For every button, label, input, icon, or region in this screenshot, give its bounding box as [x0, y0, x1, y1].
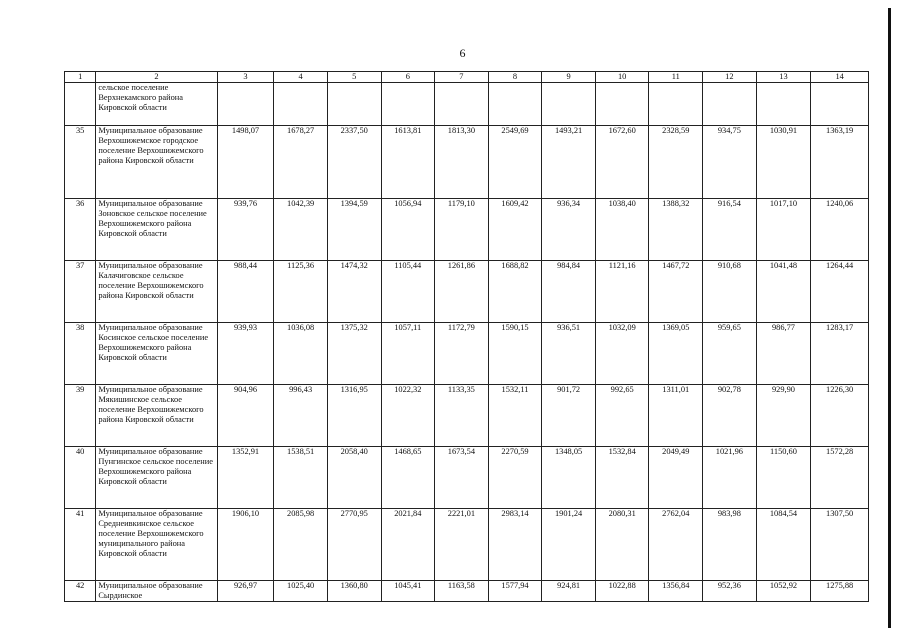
- col-header: 13: [756, 72, 811, 83]
- value-cell: 1673,54: [435, 447, 489, 509]
- value-cell: 904,96: [217, 385, 274, 447]
- col-header: 1: [65, 72, 96, 83]
- value-cell: 1057,11: [381, 323, 435, 385]
- value-cell: 996,43: [274, 385, 328, 447]
- col-header: 4: [274, 72, 328, 83]
- value-cell: 1226,30: [811, 385, 869, 447]
- row-number: 41: [65, 509, 96, 581]
- value-cell: [703, 83, 757, 126]
- value-cell: 1311,01: [649, 385, 703, 447]
- value-cell: 1025,40: [274, 581, 328, 602]
- value-cell: 983,98: [703, 509, 757, 581]
- value-cell: 2080,31: [595, 509, 649, 581]
- value-cell: 910,68: [703, 261, 757, 323]
- value-cell: 1133,35: [435, 385, 489, 447]
- value-cell: 2085,98: [274, 509, 328, 581]
- value-cell: 1038,40: [595, 199, 649, 261]
- value-cell: 984,84: [542, 261, 596, 323]
- value-cell: [595, 83, 649, 126]
- value-cell: 1532,84: [595, 447, 649, 509]
- value-cell: 929,90: [756, 385, 811, 447]
- col-header: 2: [96, 72, 217, 83]
- value-cell: 2270,59: [488, 447, 542, 509]
- table-row: [65, 126, 869, 199]
- value-cell: 1348,05: [542, 447, 596, 509]
- value-cell: 1021,96: [703, 447, 757, 509]
- municipality-name: Муниципальное образование Мякишинское сельское поселение Верхошижемского района Кировской области: [96, 385, 217, 447]
- value-cell: [381, 83, 435, 126]
- value-cell: 1261,86: [435, 261, 489, 323]
- municipality-name: Муниципальное образование Сырдинское: [96, 581, 217, 602]
- value-cell: [542, 83, 596, 126]
- value-cell: 934,75: [703, 126, 757, 199]
- value-cell: 992,65: [595, 385, 649, 447]
- value-cell: 1105,44: [381, 261, 435, 323]
- value-cell: 2328,59: [649, 126, 703, 199]
- value-cell: 952,36: [703, 581, 757, 602]
- col-header: 3: [217, 72, 274, 83]
- value-cell: 2337,50: [327, 126, 381, 199]
- row-number: 38: [65, 323, 96, 385]
- value-cell: [274, 83, 328, 126]
- value-cell: 1275,88: [811, 581, 869, 602]
- table-row: [65, 581, 869, 602]
- value-cell: 1125,36: [274, 261, 328, 323]
- value-cell: 1678,27: [274, 126, 328, 199]
- value-cell: 1316,95: [327, 385, 381, 447]
- value-cell: 901,72: [542, 385, 596, 447]
- page-edge-rule: [888, 8, 891, 628]
- value-cell: 936,51: [542, 323, 596, 385]
- table-row: [65, 261, 869, 323]
- value-cell: 1042,39: [274, 199, 328, 261]
- value-cell: 1688,82: [488, 261, 542, 323]
- col-header: 11: [649, 72, 703, 83]
- value-cell: 1532,11: [488, 385, 542, 447]
- municipality-name: Муниципальное образование Верхошижемское городское поселение Верхошижемского района Кировской области: [96, 126, 217, 199]
- municipality-name: Муниципальное образование Зоновское сельское поселение Верхошижемского района Кировской области: [96, 199, 217, 261]
- value-cell: 1493,21: [542, 126, 596, 199]
- value-cell: 1352,91: [217, 447, 274, 509]
- value-cell: 2221,01: [435, 509, 489, 581]
- value-cell: 1283,17: [811, 323, 869, 385]
- value-cell: 986,77: [756, 323, 811, 385]
- value-cell: 1363,19: [811, 126, 869, 199]
- value-cell: 1052,92: [756, 581, 811, 602]
- value-cell: 1468,65: [381, 447, 435, 509]
- value-cell: 1121,16: [595, 261, 649, 323]
- table-row: [65, 199, 869, 261]
- value-cell: 988,44: [217, 261, 274, 323]
- value-cell: 924,81: [542, 581, 596, 602]
- row-number: 35: [65, 126, 96, 199]
- value-cell: 1577,94: [488, 581, 542, 602]
- value-cell: [756, 83, 811, 126]
- value-cell: 1609,42: [488, 199, 542, 261]
- header-row: [65, 72, 869, 83]
- table-row: [65, 83, 869, 126]
- row-number: [65, 83, 96, 126]
- value-cell: 1360,80: [327, 581, 381, 602]
- row-number: 36: [65, 199, 96, 261]
- municipality-name: Муниципальное образование Пунгинское сельское поселение Верхошижемского района Кировской области: [96, 447, 217, 509]
- value-cell: [217, 83, 274, 126]
- row-number: 37: [65, 261, 96, 323]
- value-cell: 1240,06: [811, 199, 869, 261]
- value-cell: 1172,79: [435, 323, 489, 385]
- value-cell: 902,78: [703, 385, 757, 447]
- value-cell: 1906,10: [217, 509, 274, 581]
- municipality-name: сельское поселение Верхнекамского района Кировской области: [96, 83, 217, 126]
- value-cell: 916,54: [703, 199, 757, 261]
- value-cell: 1474,32: [327, 261, 381, 323]
- value-cell: 1307,50: [811, 509, 869, 581]
- value-cell: 1388,32: [649, 199, 703, 261]
- table-row: [65, 447, 869, 509]
- value-cell: [488, 83, 542, 126]
- value-cell: 2049,49: [649, 447, 703, 509]
- value-cell: 2983,14: [488, 509, 542, 581]
- value-cell: 1901,24: [542, 509, 596, 581]
- col-header: 5: [327, 72, 381, 83]
- value-cell: 1045,41: [381, 581, 435, 602]
- value-cell: 1036,08: [274, 323, 328, 385]
- row-number: 42: [65, 581, 96, 602]
- table-row: [65, 323, 869, 385]
- value-cell: 1163,58: [435, 581, 489, 602]
- value-cell: 1022,88: [595, 581, 649, 602]
- value-cell: 1179,10: [435, 199, 489, 261]
- value-cell: 1375,32: [327, 323, 381, 385]
- value-cell: [649, 83, 703, 126]
- value-cell: 959,65: [703, 323, 757, 385]
- table-body: [65, 83, 869, 602]
- value-cell: [435, 83, 489, 126]
- value-cell: [327, 83, 381, 126]
- value-cell: 1590,15: [488, 323, 542, 385]
- value-cell: 2770,95: [327, 509, 381, 581]
- value-cell: 939,93: [217, 323, 274, 385]
- value-cell: 1394,59: [327, 199, 381, 261]
- value-cell: [811, 83, 869, 126]
- value-cell: 2762,04: [649, 509, 703, 581]
- col-header: 14: [811, 72, 869, 83]
- tariff-table: [64, 71, 869, 602]
- value-cell: 1613,81: [381, 126, 435, 199]
- value-cell: 1084,54: [756, 509, 811, 581]
- municipality-name: Муниципальное образование Калачиговское сельское поселение Верхошижемского района Кировской области: [96, 261, 217, 323]
- row-number: 40: [65, 447, 96, 509]
- value-cell: 1032,09: [595, 323, 649, 385]
- value-cell: 926,97: [217, 581, 274, 602]
- value-cell: 1369,05: [649, 323, 703, 385]
- value-cell: 1356,84: [649, 581, 703, 602]
- col-header: 12: [703, 72, 757, 83]
- value-cell: 2058,40: [327, 447, 381, 509]
- municipality-name: Муниципальное образование Косинское сельское поселение Верхошижемского района Кировской области: [96, 323, 217, 385]
- value-cell: 2021,84: [381, 509, 435, 581]
- value-cell: 1017,10: [756, 199, 811, 261]
- value-cell: 2549,69: [488, 126, 542, 199]
- value-cell: 1264,44: [811, 261, 869, 323]
- value-cell: 939,76: [217, 199, 274, 261]
- col-header: 8: [488, 72, 542, 83]
- value-cell: 1022,32: [381, 385, 435, 447]
- value-cell: 1672,60: [595, 126, 649, 199]
- value-cell: 1538,51: [274, 447, 328, 509]
- value-cell: 1467,72: [649, 261, 703, 323]
- value-cell: 1498,07: [217, 126, 274, 199]
- value-cell: 1572,28: [811, 447, 869, 509]
- value-cell: 1041,48: [756, 261, 811, 323]
- value-cell: 1813,30: [435, 126, 489, 199]
- col-header: 9: [542, 72, 596, 83]
- page-number: 6: [459, 46, 466, 60]
- value-cell: 1030,91: [756, 126, 811, 199]
- value-cell: 1056,94: [381, 199, 435, 261]
- col-header: 10: [595, 72, 649, 83]
- value-cell: 936,34: [542, 199, 596, 261]
- col-header: 6: [381, 72, 435, 83]
- table-row: [65, 385, 869, 447]
- col-header: 7: [435, 72, 489, 83]
- value-cell: 1150,60: [756, 447, 811, 509]
- row-number: 39: [65, 385, 96, 447]
- municipality-name: Муниципальное образование Среднеивкинское сельское поселение Верхошижемского муниципального района Кировской области: [96, 509, 217, 581]
- table-row: [65, 509, 869, 581]
